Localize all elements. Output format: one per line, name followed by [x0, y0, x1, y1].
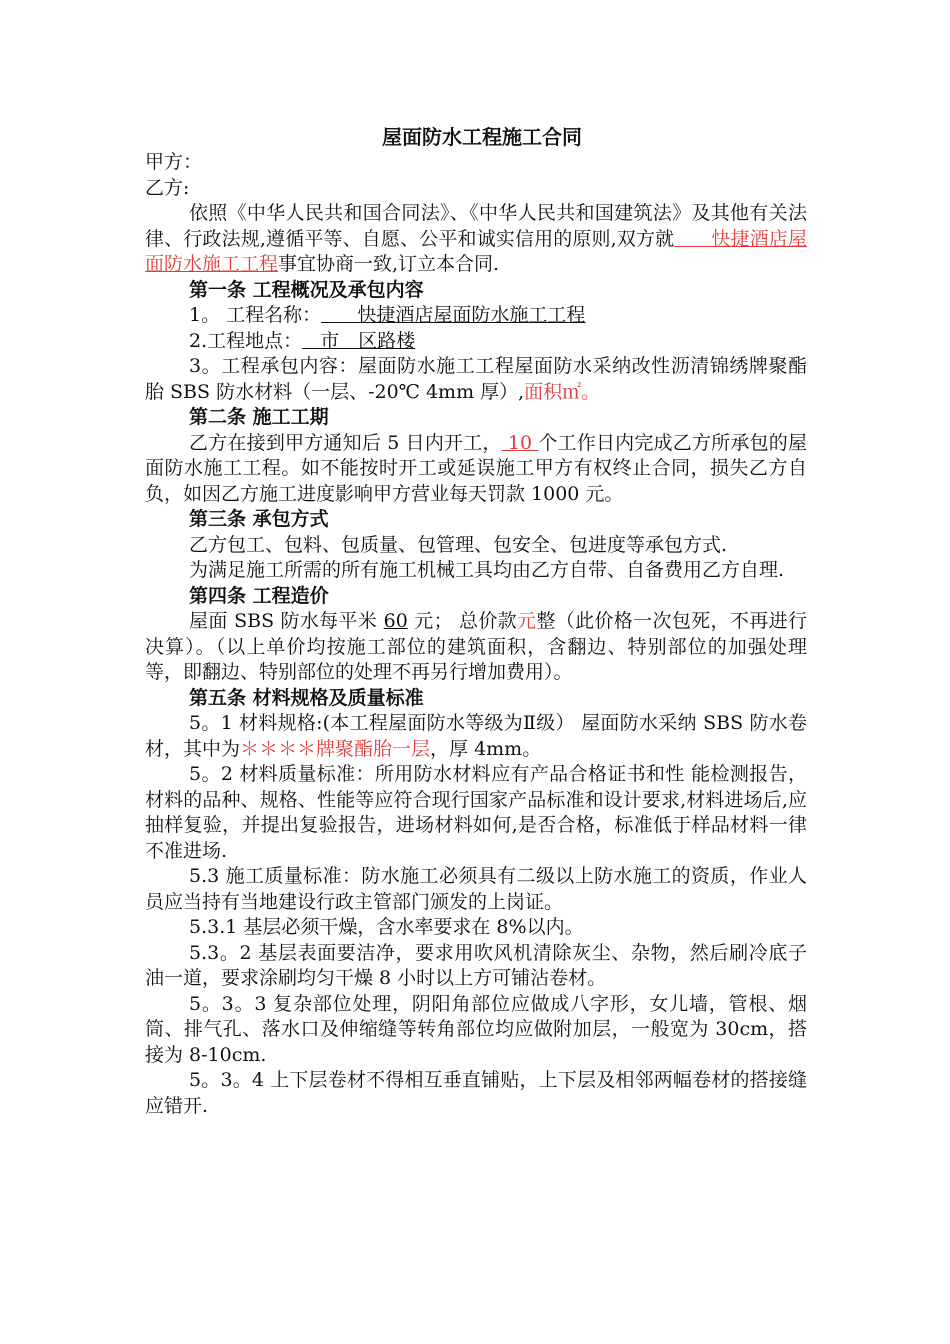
complex-parts-paragraph: 5。3。3 复杂部位处理，阴阳角部位应做成八字形，女儿墙，管根、烟筒、排气孔、落水口及伸缩缝等转角部位均应做附加层，一般宽为 30cm，搭接为 8-10cm. [145, 992, 807, 1066]
contract-page [145, 124, 807, 1119]
layer-overlap-paragraph: 5。3。4 上下层卷材不得相互垂直铺贴，上下层及相邻两幅卷材的搭接缝应错开. [145, 1069, 807, 1117]
party-b-line: 乙方: [145, 176, 190, 199]
project-site-line: 2.工程地点： 市 区路楼 [189, 329, 416, 352]
base-clean-paragraph: 5.3。2 基层表面要洁净，要求用吹风机清除灰尘、杂物，然后刷冷底子油一道，要求涂刷均匀干燥 8 小时以上方可铺沾卷材。 [145, 941, 807, 989]
article-4-heading: 第四条 工程造价 [189, 584, 329, 607]
material-brand-text: ＊＊＊＊牌聚酯胎一层 [240, 737, 431, 760]
project-scope-line: 3。工程承包内容：屋面防水施工工程屋面防水采纳改性沥清锦绣牌聚酯胎 SBS 防水材料（一层、-20℃ 4mm 厚）,面积㎡。 [145, 355, 807, 403]
contract-mode-paragraph: 乙方包工、包料、包质量、包管理、包安全、包进度等承包方式. [189, 533, 728, 556]
intro-text: 依照《中华人民共和国合同法》、《中华人民共和国建筑法》及其他有关法律、行政法规,遵循平等、自愿、公平和诚实信用的原则,双方就 [145, 202, 807, 250]
equipment-paragraph: 为满足施工所需的所有施工机械工具均由乙方自带、自备费用乙方自理. [189, 559, 785, 581]
project-name-line: 1。 工程名称： 快捷酒店屋面防水施工工程 [189, 304, 586, 326]
total-price-unit: 元 [517, 610, 537, 632]
schedule-paragraph: 乙方在接到甲方通知后 5 日内开工， 10 个工作日内完成乙方所承包的屋面防水施工工程。如不能按时开工或延误施工甲方有权终止合同，损失乙方自负，如因乙方施工进度影响甲方营业每天罚款 1000 元。 [145, 431, 807, 505]
party-a-line: 甲方： [145, 151, 203, 173]
unit-price-value: 60 [383, 610, 408, 632]
article-1-heading: 第一条 工程概况及承包内容 [189, 278, 424, 301]
article-3-heading: 第三条 承包方式 [189, 508, 329, 530]
base-dry-paragraph: 5.3.1 基层必须干燥，含水率要求在 8%以内。 [189, 916, 584, 938]
project-site-value: 市 区路楼 [320, 329, 416, 352]
intro-text-end: 事宜协商一致,订立本合同. [278, 253, 500, 275]
material-quality-paragraph: 5。2 材料质量标准：所用防水材料应有产品合格证书和性 能检测报告，材料的品种、规格、性能等应符合现行国家产品标准和设计要求,材料进场后,应抽样复验，并提出复验报告，进场材料如何,是否合格，标准低于样品材料一律不准进场. [145, 763, 807, 862]
article-5-heading: 第五条 材料规格及质量标准 [189, 686, 424, 709]
construction-quality-paragraph: 5.3 施工质量标准：防水施工必须具有二级以上防水施工的资质，作业人员应当持有当地建设行政主管部门颁发的上岗证。 [145, 865, 807, 913]
price-paragraph: 屋面 SBS 防水每平米 60 元； 总价款元整（此价格一次包死，不再进行决算）。（以上单价均按施工部位的建筑面积，含翻边、特别部位的加强处理等，即翻边、特别部位的处理不再另行增加费用）。 [145, 610, 807, 683]
project-name-value: 快捷酒店屋面防水施工工程 [357, 304, 586, 326]
intro-project-name: 快捷酒店屋面防水施工工程 [145, 227, 807, 275]
material-spec-paragraph: 5。1 材料规格:(本工程屋面防水等级为Ⅱ级） 屋面防水采纳 SBS 防水卷材，其中为＊＊＊＊牌聚酯胎一层，厚 4mm。 [145, 712, 807, 760]
intro-paragraph [145, 201, 807, 278]
article-2-heading: 第二条 施工工期 [189, 406, 329, 428]
area-text: 面积㎡。 [524, 380, 601, 403]
contract-title: 屋面防水工程施工合同 [382, 125, 582, 149]
work-days-value: 10 [507, 431, 533, 454]
